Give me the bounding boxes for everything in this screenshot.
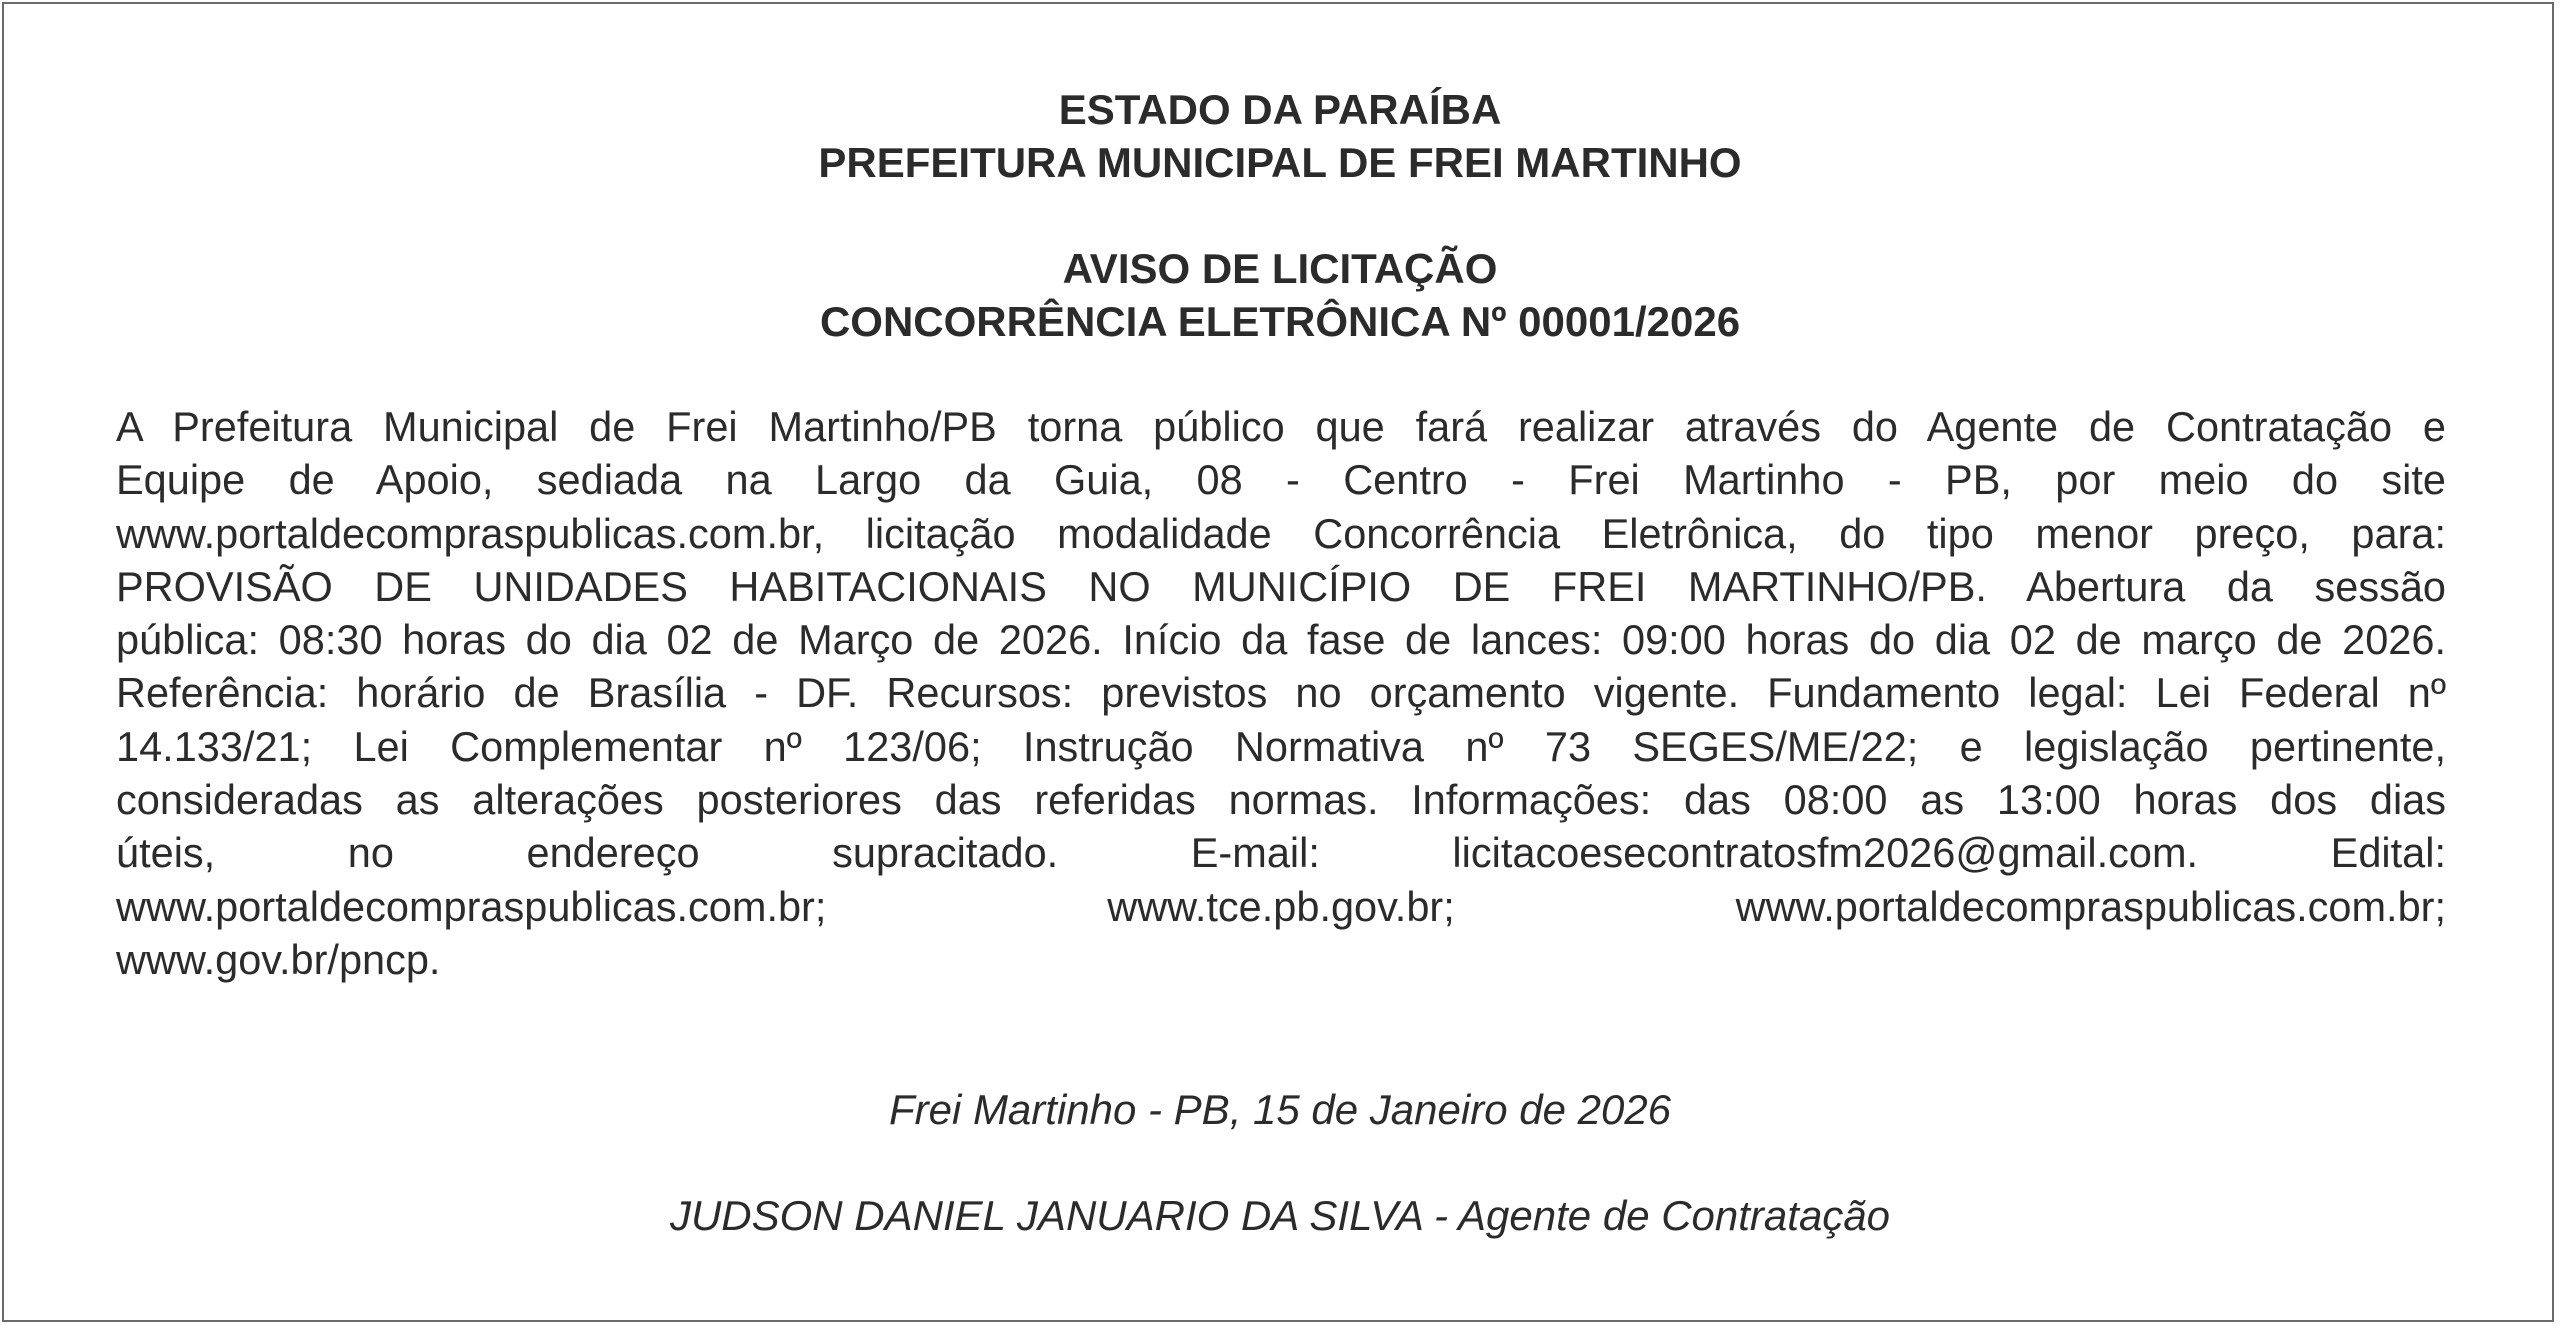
- body-line: www.gov.br/pncp.: [116, 935, 441, 983]
- body-line: A Prefeitura Municipal de Frei Martinho/PB torna público que fará realizar através do Agente de Contratação e: [116, 403, 2446, 450]
- signature-line: JUDSON DANIEL JANUARIO DA SILVA - Agente de Contratação: [669, 1192, 1891, 1239]
- notice-title: [0, 242, 2560, 348]
- body-line: consideradas as alterações posteriores das referidas normas. Informações: das 08:00 as 13:00 horas dos dias: [116, 776, 2446, 824]
- body-line: www.portaldecompraspublicas.com.br, licitação modalidade Concorrência Eletrônica, do tipo menor preço, para:: [116, 509, 2446, 557]
- place-and-date: Frei Martinho - PB, 15 de Janeiro de 2026: [888, 1086, 1672, 1133]
- body-line: úteis, no endereço supracitado. E-mail: licitacoesecontratosfm2026@gmail.com. Edital:: [116, 829, 2446, 877]
- body-line: www.portaldecompraspublicas.com.br; www.tce.pb.gov.br; www.portaldecompraspublicas.com.br;: [116, 882, 2446, 930]
- body-line: 14.133/21; Lei Complementar nº 123/06; Instrução Normativa nº 73 SEGES/ME/22; e legislação pertinente,: [116, 722, 2446, 770]
- municipality-name: PREFEITURA MUNICIPAL DE FREI MARTINHO: [818, 139, 1742, 186]
- body-line: Equipe de Apoio, sediada na Largo da Guia, 08 - Centro - Frei Martinho - PB, por meio do site: [116, 456, 2446, 504]
- body-line: PROVISÃO DE UNIDADES HABITACIONAIS NO MUNICÍPIO DE FREI MARTINHO/PB. Abertura da sessão: [116, 562, 2446, 610]
- notice-type: AVISO DE LICITAÇÃO: [1062, 245, 1498, 292]
- notice-number: CONCORRÊNCIA ELETRÔNICA Nº 00001/2026: [819, 298, 1741, 345]
- document-header: [0, 83, 2560, 189]
- body-line: pública: 08:30 horas do dia 02 de Março de 2026. Início da fase de lances: 09:00 horas do dia 02 de março de 2026.: [116, 616, 2446, 664]
- notice-body: [116, 400, 2446, 986]
- state-name: ESTADO DA PARAÍBA: [1058, 86, 1502, 133]
- body-line: Referência: horário de Brasília - DF. Recursos: previstos no orçamento vigente. Fundamento legal: Lei Federal nº: [116, 669, 2446, 717]
